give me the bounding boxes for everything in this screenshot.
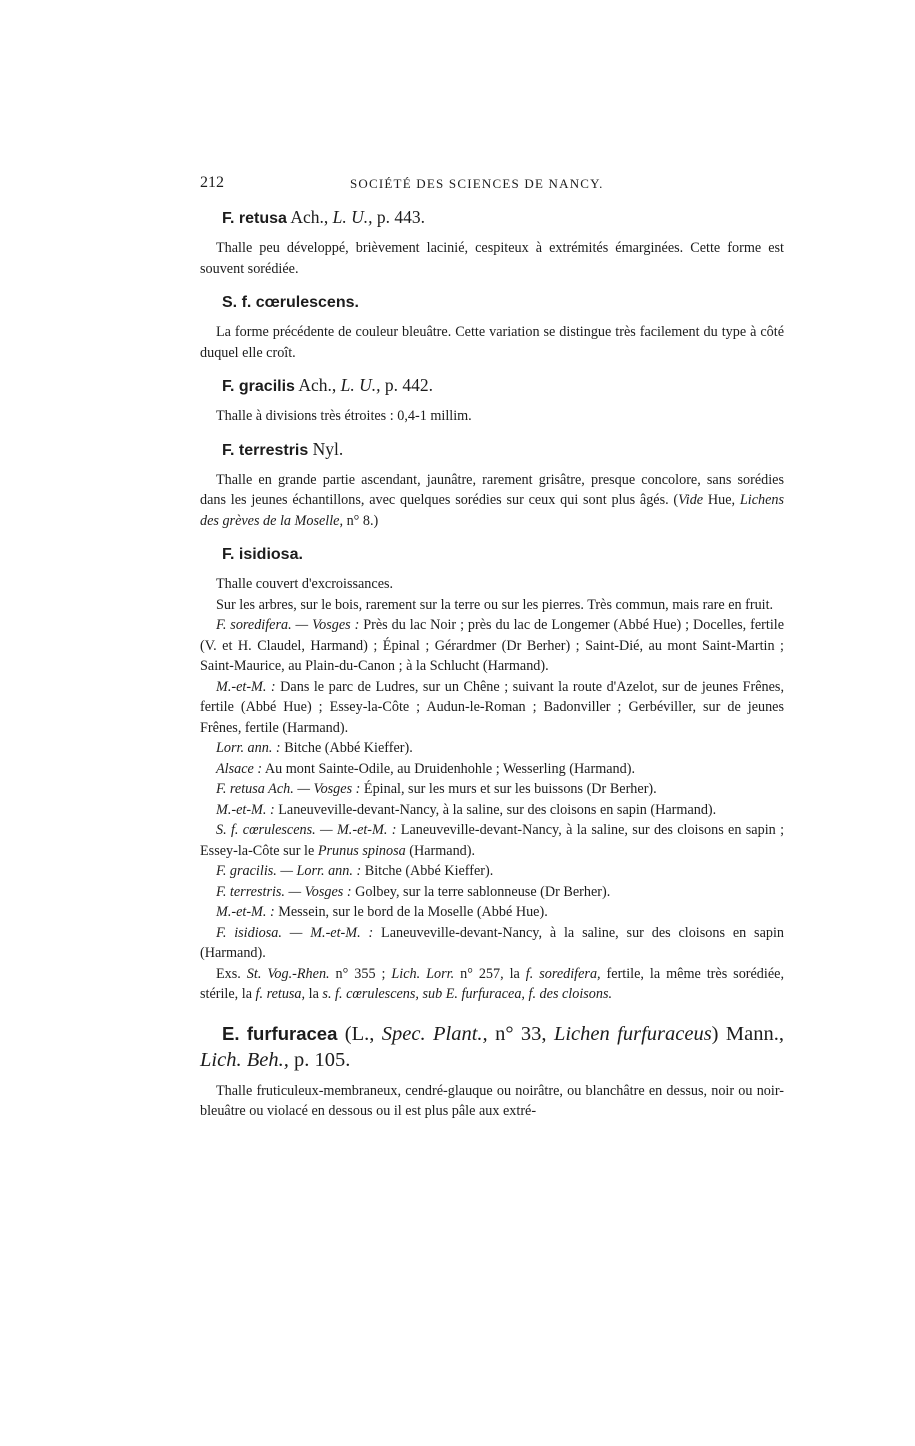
locality-entry: Lorr. ann. : Bitche (Abbé Kieffer). [216,740,413,756]
page-number: 212 [200,174,224,191]
section-heading-coerulescens: S. f. cœrulescens. [222,294,359,311]
section-text-isidiosa: Thalle couvert d'excroissances. [216,576,394,592]
section-text-terrestris: Thalle en grande partie ascendant, jaunâtre, rarement grisâtre, presque concolore, sans sorédies dans les jeunes échantillons, avec quelques sorédies sur ceux qui sont plus âgés. (Vide Hue, Lichens des grèves de la Moselle, n° 8.) [200,471,784,529]
habitat-text: Sur les arbres, sur le bois, rarement sur la terre ou sur les pierres. Très commun, mais rare en fruit. [216,596,774,613]
locality-entry: F. terrestris. — Vosges : Golbey, sur la terre sablonneuse (Dr Berher). [216,883,611,900]
journal-title: SOCIÉTÉ DES SCIENCES DE NANCY. [350,176,604,191]
locality-entry: M.-et-M. : Dans le parc de Ludres, sur un Chêne ; suivant la route d'Azelot, sur de jeunes Frênes, fertile (Abbé Hue) ; Essey-la-Côte ; Audun-le-Roman ; Badonviller ; Gerbéviller, sur de jeunes Frênes, fertile (Harmand). [200,678,784,736]
locality-entry: M.-et-M. : Laneuveville-devant-Nancy, à la saline, sur des cloisons en sapin (Harmand). [216,801,717,818]
species-heading: E. furfuracea (L., Spec. Plant., n° 33, Lichen furfuraceus) Mann., Lich. Beh., p. 105. [200,1022,784,1071]
locality-entry: F. isidiosa. — M.-et-M. : Laneuveville-devant-Nancy, à la saline, sur des cloisons en sapin (Harmand). [200,924,784,961]
locality-entry: M.-et-M. : Messein, sur le bord de la Moselle (Abbé Hue). [216,904,548,920]
section-text-coerulescens: La forme précédente de couleur bleuâtre. Cette variation se distingue très facilement du type à côté duquel elle croît. [200,324,784,361]
exsiccata-text: Exs. St. Vog.-Rhen. n° 355 ; Lich. Lorr. n° 257, la f. soredifera, fertile, la même très sorédiée, stérile, la f. retusa, la s. f. cœrulescens, sub E. furfuracea, f. des cloisons. [200,965,784,1002]
section-heading-gracilis: F. gracilis Ach., L. U., p. 442. [222,375,433,395]
section-heading-terrestris: F. terrestris Nyl. [222,438,344,459]
locality-entry: F. gracilis. — Lorr. ann. : Bitche (Abbé Kieffer). [216,863,494,879]
locality-entry: S. f. cœrulescens. — M.-et-M. : Laneuveville-devant-Nancy, à la saline, sur des cloisons en sapin ; Essey-la-Côte sur le Prunus spinosa (Harmand). [200,822,785,859]
section-text-gracilis: Thalle à divisions très étroites : 0,4-1 millim. [216,408,472,424]
species-description: Thalle fruticuleux-membraneux, cendré-glauque ou noirâtre, ou blanchâtre en dessus, noir ou noir-bleuâtre ou violacé en dessous ou il est plus pâle aux extré- [200,1082,784,1119]
locality-entry: F. retusa Ach. — Vosges : Épinal, sur les murs et sur les buissons (Dr Berher). [216,781,657,797]
section-heading-isidiosa: F. isidiosa. [222,546,303,563]
page-body [200,206,784,1122]
locality-entry: F. soredifera. — Vosges : Près du lac Noir ; près du lac de Longemer (Abbé Hue) ; Docelles, fertile (V. et H. Claudel, Harmand) ; Épinal ; Gérardmer (Dr Berher) ; Saint-Dié, au mont Saint-Martin ; Saint-Maurice, au Plain-du-Canon ; à la Schlucht (Harmand). [200,617,785,674]
section-heading-retusa: F. retusa Ach., L. U., p. 443. [222,207,425,227]
section-text-retusa: Thalle peu développé, brièvement lacinié, cespiteux à extrémités émarginées. Cette forme est souvent sorédiée. [200,240,784,277]
locality-entry: Alsace : Au mont Sainte-Odile, au Druidenhohle ; Wesserling (Harmand). [216,760,635,777]
